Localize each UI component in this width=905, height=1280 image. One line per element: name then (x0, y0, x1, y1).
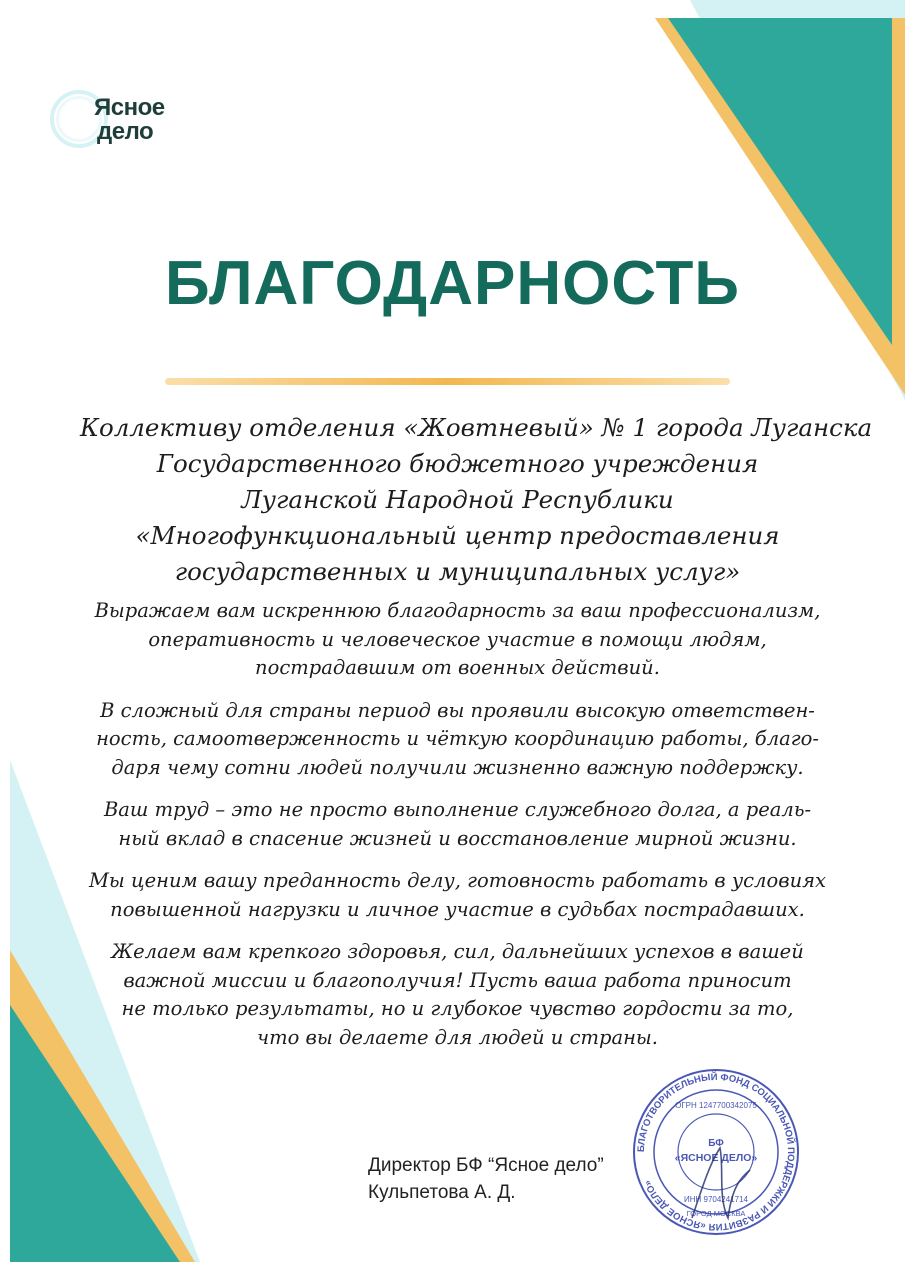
logo (50, 80, 210, 160)
paragraph-appreciation (80, 867, 835, 924)
recipient-line: Луганской Народной Республики (241, 485, 674, 514)
document-title: БЛАГОДАРНОСТЬ (165, 249, 740, 318)
recipient-line: Коллективу отделения «Жовтневый» № 1 города Луганска (80, 413, 873, 442)
signature-position: Директор БФ “Ясное дело” (368, 1155, 604, 1176)
logo-text-line2: дело (97, 118, 154, 145)
signature-name: Кульпетова А. Д. (368, 1182, 516, 1203)
stamp-org-short: БФ (708, 1138, 724, 1149)
stamp-org-name: «ЯСНОЕ ДЕЛО» (674, 1152, 758, 1164)
text-line: пострадавшим от военных действий. (255, 656, 660, 679)
text-line: даря чему сотни людей получили жизненно важную поддержку. (111, 755, 804, 779)
paragraph-responsibility (80, 697, 835, 783)
recipient-block (80, 410, 873, 590)
stamp-city: ГОРОД МОСКВА (686, 1209, 746, 1218)
stamp-ogrn: ОГРН 1247700342075 (675, 1101, 757, 1110)
paragraph-contribution (80, 796, 835, 853)
text-line: оперативность и человеческое участие в помощи людям, (148, 627, 767, 651)
text-line: повышенной нагрузки и личное участие в судьбах пострадавших. (110, 897, 805, 921)
text-line: Выражаем вам искреннюю благодарность за ваш профессионализм, (94, 599, 821, 622)
official-stamp (632, 1068, 800, 1236)
logo-text-line1: Ясное (94, 94, 165, 121)
text-line: Мы ценим вашу преданность делу, готовность работать в условиях (88, 869, 827, 892)
recipient-line: государственных и муниципальных услуг» (174, 557, 741, 586)
recipient-line: «Многофункциональный центр предоставления (135, 521, 780, 550)
text-line: что вы делаете для людей и страны. (256, 1025, 659, 1049)
text-line: Ваш труд – это не просто выполнение служебного долга, а реаль- (103, 798, 812, 821)
text-line: Желаем вам крепкого здоровья, сил, дальнейших успехов в вашей (111, 940, 804, 963)
recipient-line: Государственного бюджетного учреждения (156, 449, 759, 478)
stamp-outer-text: БЛАГОТВОРИТЕЛЬНЫЙ ФОНД СОЦИАЛЬНОЙ ПОДДЕРЖКИ И РАЗВИТИЯ «ЯСНОЕ ДЕЛО» (635, 1071, 797, 1233)
text-line: ность, самоотверженность и чёткую координацию работы, благо- (96, 727, 819, 750)
paragraph-wishes (80, 938, 835, 1052)
text-line: не только результаты, но и глубокое чувство гордости за то, (121, 997, 794, 1020)
text-line: ный вклад в спасение жизней и восстановление мирной жизни. (118, 826, 797, 850)
text-line: важной миссии и благополучия! Пусть ваша работа приносит (123, 968, 792, 992)
signature-block (368, 1152, 604, 1206)
stamp-inn: ИНН 9704241714 (683, 1195, 749, 1204)
letter-body (80, 597, 835, 1066)
title-underline (165, 378, 730, 385)
paragraph-gratitude (80, 597, 835, 683)
text-line: В сложный для страны период вы проявили высокую ответствен- (100, 698, 815, 722)
